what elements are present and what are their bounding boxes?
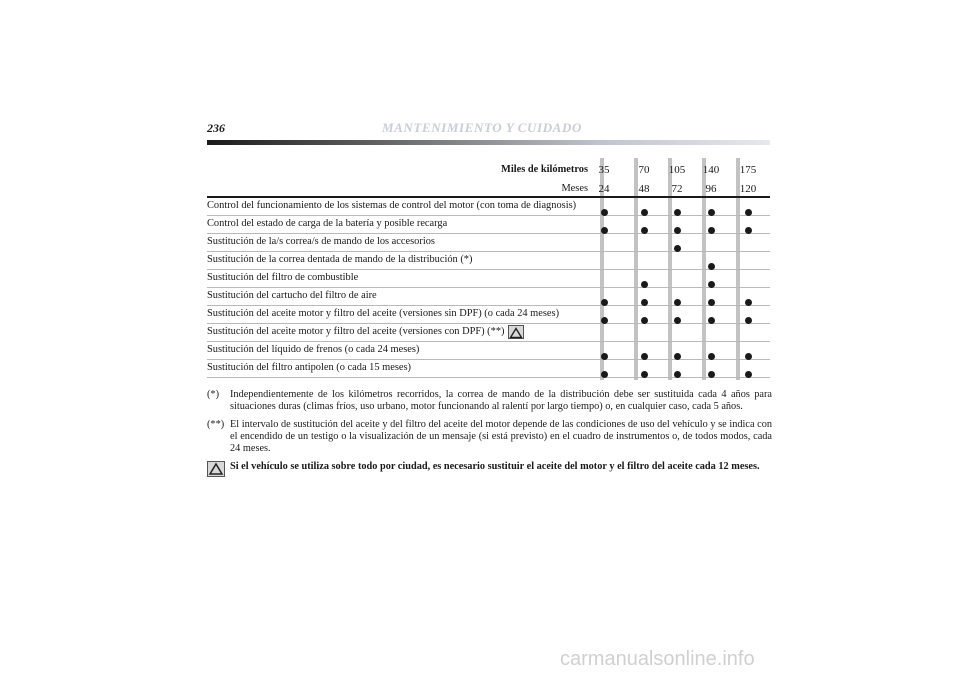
bullet-icon bbox=[745, 317, 752, 324]
row-label: Sustitución del cartucho del filtro de aire bbox=[207, 290, 377, 301]
bullet-icon bbox=[708, 263, 715, 270]
months-header-label: Meses bbox=[561, 183, 588, 194]
months-header-value: 24 bbox=[598, 183, 610, 195]
bullet-icon bbox=[708, 353, 715, 360]
bullet-icon bbox=[641, 281, 648, 288]
interval-mark bbox=[628, 365, 660, 383]
km-header-label: Miles de kilómetros bbox=[501, 164, 588, 175]
page-number: 236 bbox=[207, 121, 225, 135]
bullet-icon bbox=[674, 299, 681, 306]
table-row bbox=[207, 306, 770, 324]
table-row bbox=[207, 234, 770, 252]
km-header-value: 175 bbox=[739, 164, 757, 176]
bullet-icon bbox=[641, 353, 648, 360]
table-row bbox=[207, 324, 770, 342]
bullet-icon bbox=[708, 209, 715, 216]
bullet-icon bbox=[601, 209, 608, 216]
bullet-icon bbox=[674, 245, 681, 252]
bullet-icon bbox=[745, 371, 752, 378]
bullet-icon bbox=[601, 371, 608, 378]
header-rule bbox=[207, 140, 770, 145]
interval-mark bbox=[588, 365, 620, 383]
table-row bbox=[207, 270, 770, 288]
bullet-icon bbox=[601, 299, 608, 306]
bullet-icon bbox=[601, 227, 608, 234]
row-label: Sustitución de la correa dentada de mando de la distribución (*) bbox=[207, 254, 473, 265]
table-row bbox=[207, 216, 770, 234]
warning bbox=[207, 461, 772, 473]
row-label: Sustitución del aceite motor y filtro del aceite (versiones sin DPF) (o cada 24 meses) bbox=[207, 308, 560, 319]
table-row bbox=[207, 252, 770, 270]
interval-mark bbox=[661, 365, 693, 383]
bullet-icon bbox=[674, 371, 681, 378]
bullet-icon bbox=[708, 227, 715, 234]
months-header-value: 96 bbox=[705, 183, 717, 195]
km-header-value: 140 bbox=[702, 164, 720, 176]
bullet-icon bbox=[601, 317, 608, 324]
table-row bbox=[207, 342, 770, 360]
note-1-text: Independientemente de los kilómetros recorridos, la correa de mando de la distribución debe ser sustituida cada 4 años para situaciones duras (climas fríos, uso urbano, motor funcionando al ralentí por largo tiempo) o, en cualquier caso, cada 5 años. bbox=[230, 389, 772, 412]
km-header-value: 35 bbox=[598, 164, 610, 176]
bullet-icon bbox=[674, 353, 681, 360]
row-label: Sustitución de la/s correa/s de mando de los accesorios bbox=[207, 236, 435, 247]
warning-icon bbox=[508, 325, 524, 339]
note-1-mark: (*) bbox=[207, 389, 220, 400]
bullet-icon bbox=[745, 299, 752, 306]
bullet-icon bbox=[674, 317, 681, 324]
km-header-value: 105 bbox=[668, 164, 686, 176]
bullet-icon bbox=[674, 227, 681, 234]
bullet-icon bbox=[641, 317, 648, 324]
warning-text: Si el vehículo se utiliza sobre todo por ciudad, es necesario sustituir el aceite del motor y el filtro del aceite cada 12 meses. bbox=[230, 461, 760, 472]
bullet-icon bbox=[708, 317, 715, 324]
note-1 bbox=[207, 389, 772, 413]
note-2-mark: (**) bbox=[207, 419, 225, 430]
bullet-icon bbox=[745, 227, 752, 234]
interval-mark bbox=[732, 365, 764, 383]
km-header-value: 70 bbox=[638, 164, 650, 176]
row-label: Sustitución del filtro de combustible bbox=[207, 272, 359, 283]
bullet-icon bbox=[674, 209, 681, 216]
months-header-value: 120 bbox=[739, 183, 757, 195]
note-2 bbox=[207, 419, 772, 455]
row-label: Sustitución del filtro antipolen (o cada 15 meses) bbox=[207, 362, 412, 373]
bullet-icon bbox=[641, 227, 648, 234]
months-header-value: 72 bbox=[671, 183, 683, 195]
watermark: carmanualsonline.info bbox=[560, 648, 755, 670]
table-row bbox=[207, 198, 770, 216]
bullet-icon bbox=[708, 371, 715, 378]
months-header-value: 48 bbox=[638, 183, 650, 195]
warning-icon bbox=[207, 461, 225, 477]
interval-mark bbox=[695, 365, 727, 383]
notes bbox=[207, 389, 772, 473]
bullet-icon bbox=[641, 209, 648, 216]
bullet-icon bbox=[745, 353, 752, 360]
row-label: Control del funcionamiento de los sistemas de control del motor (con toma de diagnosis) bbox=[207, 200, 577, 211]
bullet-icon bbox=[708, 281, 715, 288]
note-2-text: El intervalo de sustitución del aceite y del filtro del aceite del motor depende de las condiciones de uso del vehículo y se indica con el encendido de un testigo o la visualización de un mensaje (si está previsto) en el cuadro de instrumentos o, de todos modos, cada 24 meses. bbox=[230, 419, 772, 454]
bullet-icon bbox=[641, 371, 648, 378]
bullet-icon bbox=[601, 353, 608, 360]
bullet-icon bbox=[641, 299, 648, 306]
section-title: MANTENIMIENTO Y CUIDADO bbox=[382, 120, 582, 135]
row-label: Sustitución del aceite motor y filtro del aceite (versiones con DPF) (**) bbox=[207, 326, 505, 337]
row-label: Sustitución del líquido de frenos (o cada 24 meses) bbox=[207, 344, 420, 355]
bullet-icon bbox=[745, 209, 752, 216]
bullet-icon bbox=[708, 299, 715, 306]
row-label: Control del estado de carga de la batería y posible recarga bbox=[207, 218, 448, 229]
table-row bbox=[207, 360, 770, 378]
table-row bbox=[207, 288, 770, 306]
